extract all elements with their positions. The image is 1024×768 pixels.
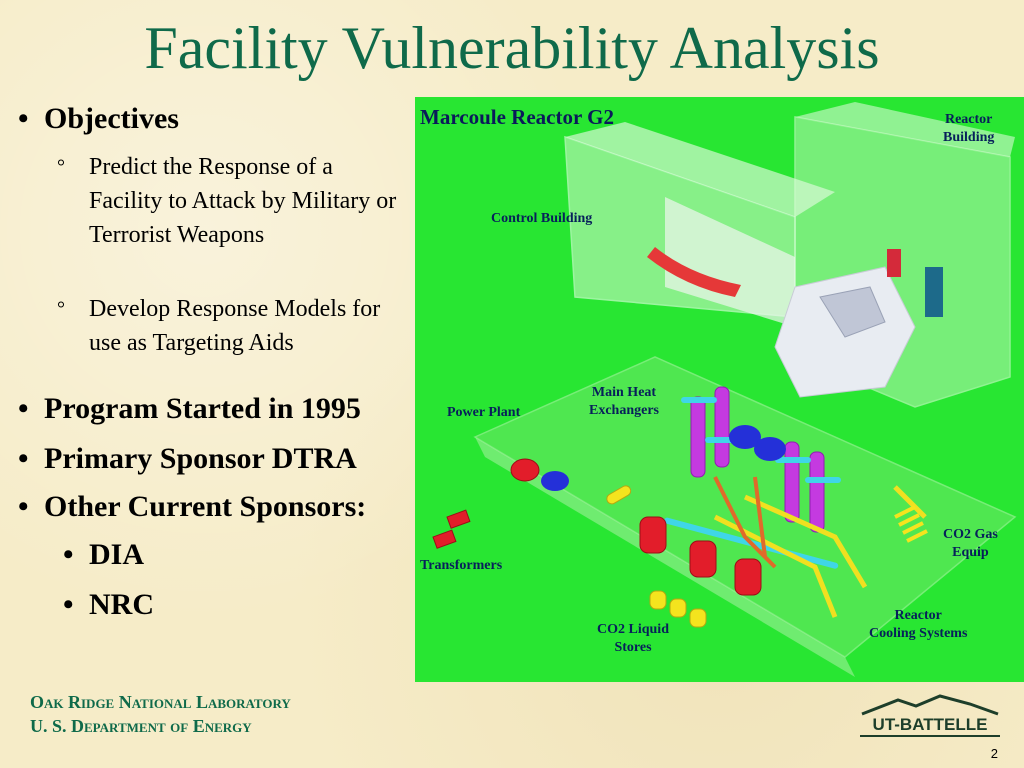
label-co2-liquid-stores-text: CO2 Liquid Stores (597, 622, 669, 655)
label-co2-gas-equip (943, 526, 998, 562)
logo-text: UT-BATTELLE (872, 715, 988, 734)
bullet-primary-sponsor (18, 442, 357, 476)
bullet-marker: • (63, 588, 74, 621)
bullet-objectives-text: Objectives (44, 102, 179, 135)
label-reactor-cooling-systems (869, 607, 967, 643)
bullet-marker: • (18, 102, 29, 135)
bullet-program-started (18, 392, 361, 426)
bullet-program-started-text: Program Started in 1995 (44, 392, 361, 425)
footer-org-line2: U. S. Department of Energy (30, 716, 252, 736)
label-reactor-building (943, 111, 994, 147)
bullet-marker: • (18, 442, 29, 475)
sponsor-item-nrc-text: NRC (89, 588, 154, 621)
figure-title: Marcoule Reactor G2 (420, 105, 614, 129)
sub-bullet-1 (57, 150, 399, 252)
label-co2-gas-equip-text: CO2 Gas Equip (943, 527, 998, 560)
sponsor-item-dia (63, 538, 144, 572)
bullet-marker: • (18, 392, 29, 425)
sub-bullet-2-text: Develop Response Models for use as Targeting Aids (89, 296, 381, 356)
label-co2-liquid-stores (597, 621, 669, 657)
sub-bullet-2 (57, 292, 409, 360)
logo-mountain-icon (858, 692, 1002, 740)
sub-bullet-marker: ° (57, 156, 65, 178)
sponsor-item-nrc (63, 588, 154, 622)
bullet-other-sponsors (18, 490, 366, 524)
label-reactor-building-text: Reactor Building (943, 112, 995, 145)
sponsor-item-dia-text: DIA (89, 538, 145, 571)
label-reactor-cooling-systems-text: Reactor Cooling Systems (869, 608, 968, 641)
page-number: 2 (990, 746, 998, 761)
bullet-marker: • (18, 490, 29, 523)
ut-battelle-logo (858, 692, 1002, 740)
label-transformers: Transformers (420, 558, 503, 573)
bullet-other-sponsors-text: Other Current Sponsors: (44, 490, 367, 523)
footer-organization (30, 690, 291, 738)
sub-bullet-marker: ° (57, 298, 65, 320)
label-power-plant: Power Plant (447, 405, 521, 420)
slide-title: Facility Vulnerability Analysis (144, 15, 880, 81)
bullet-marker: • (63, 538, 74, 571)
reactor-3d-model (415, 97, 1024, 682)
label-main-heat-exchangers-text: Main Heat Exchangers (589, 385, 659, 418)
label-control-building: Control Building (491, 211, 593, 226)
reactor-diagram (415, 97, 1024, 682)
bullet-primary-sponsor-text: Primary Sponsor DTRA (44, 442, 357, 475)
sub-bullet-1-text: Predict the Response of a Facility to Attack by Military or Terrorist Weapons (89, 154, 397, 248)
label-main-heat-exchangers (589, 384, 659, 420)
bullet-objectives (18, 102, 179, 136)
footer-org-line1: Oak Ridge National Laboratory (30, 692, 291, 712)
